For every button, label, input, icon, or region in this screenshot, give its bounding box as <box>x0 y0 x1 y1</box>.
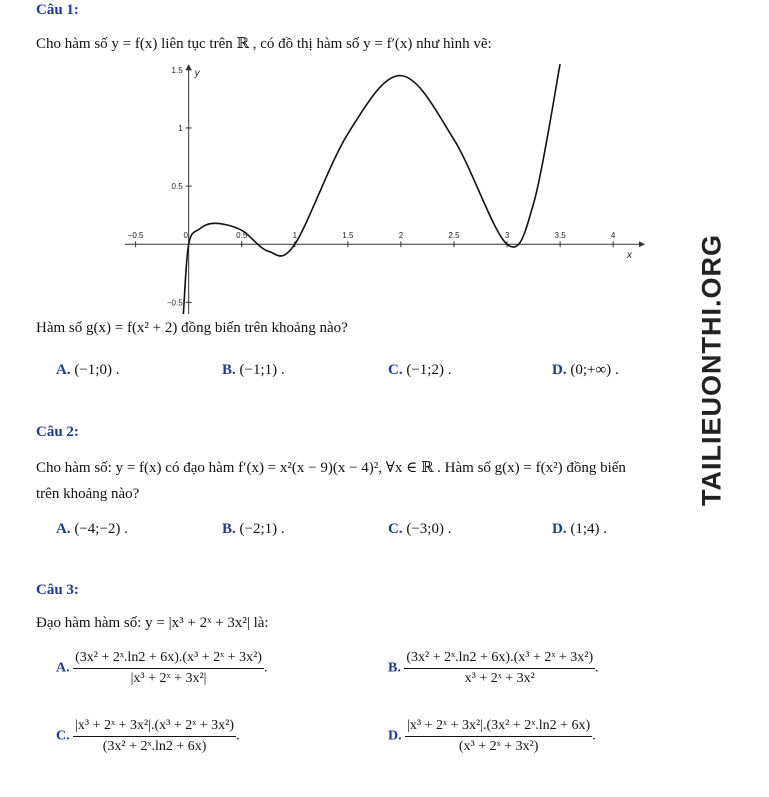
q1-title: Câu 1: <box>36 2 79 18</box>
q2-option-c[interactable] <box>388 521 451 538</box>
option-label: C. <box>388 521 403 537</box>
option-text: (−3;0) . <box>406 521 452 537</box>
option-label: A. <box>56 660 70 676</box>
x-tick-label: 3.5 <box>554 231 566 241</box>
x-axis-label: x <box>627 250 632 262</box>
q1-option-d[interactable] <box>552 362 619 379</box>
q2-option-d[interactable] <box>552 521 607 538</box>
q1-question: Hàm số g(x) = f(x² + 2) đồng biến trên khoảng nào? <box>36 320 348 336</box>
q3-option-c[interactable] <box>56 718 240 755</box>
x-tick-label: 1 <box>292 231 298 241</box>
q1-option-b[interactable] <box>222 362 285 379</box>
fraction-numerator: |x³ + 2ˣ + 3x²|.(x³ + 2ˣ + 3x²) <box>73 718 236 737</box>
derivative-graph <box>125 64 645 314</box>
fraction-denominator: x³ + 2ˣ + 3x² <box>464 671 535 686</box>
x-tick-label: 0.5 <box>236 231 248 241</box>
option-text: (−1;0) . <box>74 362 120 378</box>
option-fraction <box>405 718 592 755</box>
option-text: (−4;−2) . <box>74 521 128 537</box>
fraction-denominator: (3x² + 2ˣ.ln2 + 6x) <box>102 739 207 754</box>
x-tick-label: −0.5 <box>127 231 144 241</box>
y-tick-label: −0.5 <box>166 298 183 308</box>
q3-title: Câu 3: <box>36 582 79 598</box>
x-tick-label: 2 <box>398 231 404 241</box>
option-tail: . <box>592 728 596 744</box>
x-axis-arrow <box>639 241 645 247</box>
x-tick-label: 3 <box>504 231 510 241</box>
option-label: D. <box>388 728 402 744</box>
option-label: B. <box>222 362 236 378</box>
x-tick-label: 4 <box>610 231 616 241</box>
option-text: (0;+∞) . <box>570 362 619 378</box>
q2-stem-continued: trên khoảng nào? <box>36 486 140 502</box>
q3-option-a[interactable] <box>56 650 267 687</box>
q1-option-c[interactable] <box>388 362 451 379</box>
q3-option-b[interactable] <box>388 650 599 687</box>
option-fraction <box>404 650 595 687</box>
option-text: (−1;2) . <box>406 362 452 378</box>
q3-stem: Đạo hàm hàm số: y = |x³ + 2ˣ + 3x²| là: <box>36 615 269 631</box>
fraction-numerator: |x³ + 2ˣ + 3x²|.(3x² + 2ˣ.ln2 + 6x) <box>405 718 592 737</box>
option-text: (1;4) . <box>570 521 608 537</box>
option-label: C. <box>56 728 70 744</box>
q2-title: Câu 2: <box>36 424 79 440</box>
y-axis-arrow <box>186 64 192 70</box>
x-tick-label: 0 <box>183 231 188 241</box>
q1-stem: Cho hàm số y = f(x) liên tục trên ℝ , có đồ thị hàm số y = f′(x) như hình vẽ: <box>36 36 492 52</box>
fraction-denominator: (x³ + 2ˣ + 3x²) <box>458 739 539 754</box>
x-tick-label: 2.5 <box>448 231 460 241</box>
q1-option-a[interactable] <box>56 362 119 379</box>
option-text: (−1;1) . <box>239 362 285 378</box>
option-fraction <box>73 650 264 687</box>
option-label: B. <box>388 660 401 676</box>
watermark: TAILIEUONTHI.ORG <box>696 234 727 506</box>
option-label: A. <box>56 362 71 378</box>
y-axis-label: y <box>194 68 200 79</box>
q2-option-a[interactable] <box>56 521 128 538</box>
option-label: D. <box>552 521 567 537</box>
q2-stem: Cho hàm số: y = f(x) có đạo hàm f′(x) = x²(x − 9)(x − 4)², ∀x ∈ ℝ . Hàm số g(x) = f(x²) đồng biến <box>36 460 626 476</box>
y-tick-label: 1 <box>178 123 183 133</box>
y-tick-label: 0.5 <box>171 182 183 192</box>
option-label: C. <box>388 362 403 378</box>
q2-option-b[interactable] <box>222 521 285 538</box>
option-fraction <box>73 718 236 755</box>
option-label: D. <box>552 362 567 378</box>
fraction-denominator: |x³ + 2ˣ + 3x²| <box>130 671 207 686</box>
option-tail: . <box>236 728 240 744</box>
q3-option-d[interactable] <box>388 718 596 755</box>
y-tick-label: 1.5 <box>171 65 183 75</box>
option-text: (−2;1) . <box>239 521 285 537</box>
fraction-numerator: (3x² + 2ˣ.ln2 + 6x).(x³ + 2ˣ + 3x²) <box>73 650 264 669</box>
option-tail: . <box>263 660 268 676</box>
derivative-curve <box>183 64 560 314</box>
x-tick-label: 1.5 <box>342 231 354 241</box>
option-label: B. <box>222 521 236 537</box>
option-tail: . <box>595 660 599 676</box>
option-label: A. <box>56 521 71 537</box>
fraction-numerator: (3x² + 2ˣ.ln2 + 6x).(x³ + 2ˣ + 3x²) <box>404 650 595 669</box>
